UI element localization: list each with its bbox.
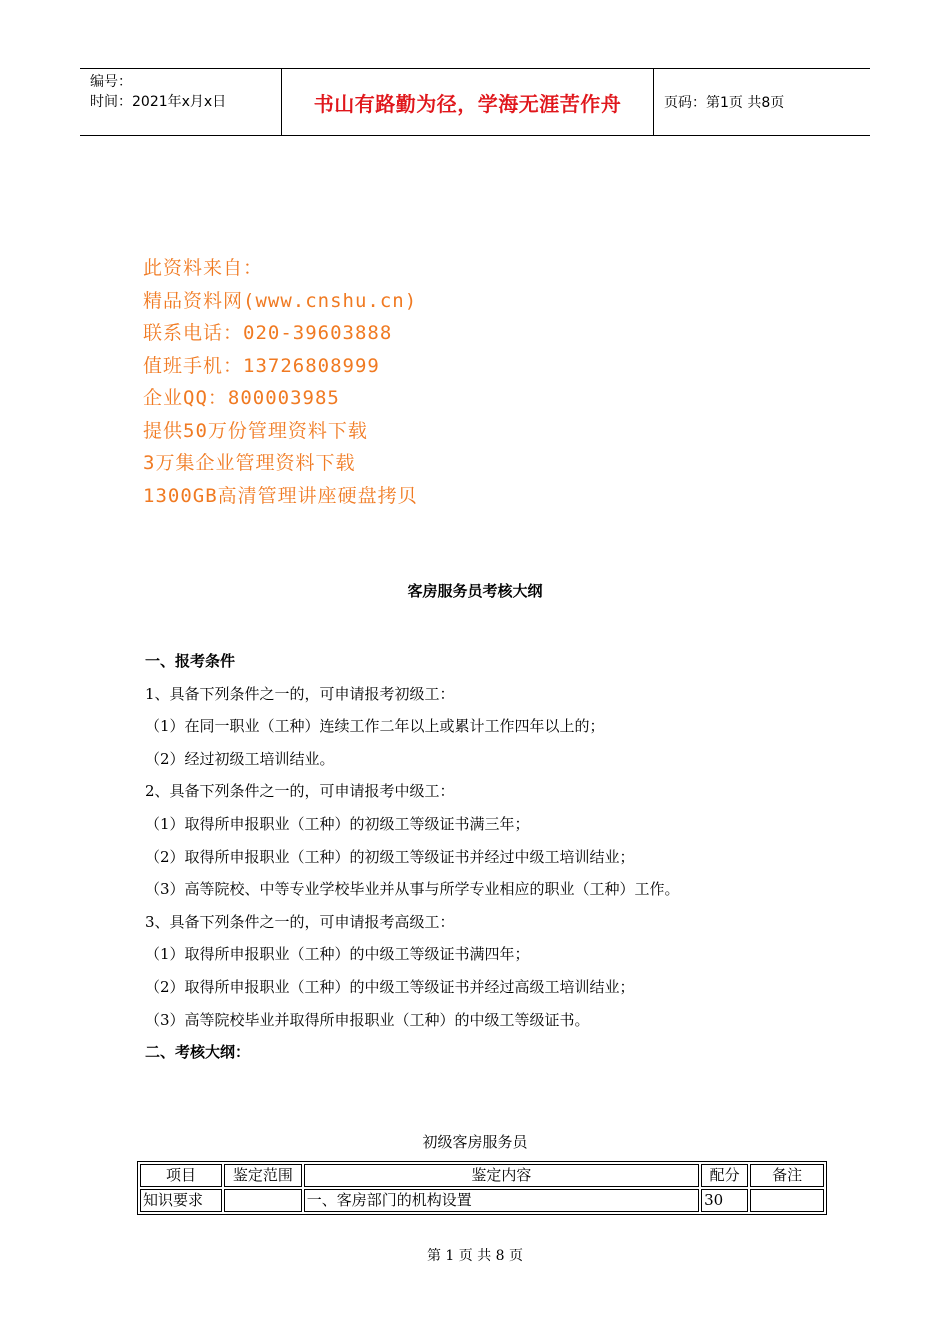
table-cell xyxy=(750,1189,824,1212)
table-cell: 一、客房部门的机构设置 xyxy=(304,1189,699,1212)
source-line: 1300GB高清管理讲座硬盘拷贝 xyxy=(143,484,418,507)
table-header-cell: 配分 xyxy=(701,1164,748,1187)
body-line: （1）在同一职业（工种）连续工作二年以上或累计工作四年以上的； xyxy=(145,717,605,736)
document-body xyxy=(145,645,825,1069)
source-line: 此资料来自： xyxy=(143,257,264,279)
source-line: 提供50万份管理资料下载 xyxy=(143,419,368,442)
table-header-cell: 鉴定范围 xyxy=(224,1164,302,1187)
source-line: 联系电话：020-39603888 xyxy=(143,322,393,344)
motto: 书山有路勤为径，学海无涯苦作舟 xyxy=(282,69,654,135)
body-line: 1、具备下列条件之一的，可申请报考初级工： xyxy=(145,684,455,703)
body-line: （2）取得所申报职业（工种）的中级工等级证书并经过高级工培训结业； xyxy=(145,977,635,996)
table-header-cell: 备注 xyxy=(750,1164,824,1187)
table-row xyxy=(140,1189,824,1212)
section-heading: 一、报考条件 xyxy=(145,652,236,670)
table-header-cell: 项目 xyxy=(140,1164,222,1187)
header-left-cell xyxy=(80,69,282,135)
body-line: 2、具备下列条件之一的，可申请报考中级工： xyxy=(145,782,455,801)
body-line: 3、具备下列条件之一的，可申请报考高级工： xyxy=(145,912,455,931)
body-line: （2）取得所申报职业（工种）的初级工等级证书并经过中级工培训结业； xyxy=(145,847,635,866)
page-footer: 第 1 页 共 8 页 xyxy=(426,1248,524,1264)
source-line: 企业QQ：800003985 xyxy=(143,387,340,409)
page-header xyxy=(80,68,870,136)
body-line: （1）取得所申报职业（工种）的初级工等级证书满三年； xyxy=(145,814,530,833)
table-cell: 知识要求 xyxy=(140,1189,222,1212)
table-header-cell: 鉴定内容 xyxy=(304,1164,699,1187)
page-indicator: 页码：第1页 共8页 xyxy=(664,95,785,111)
source-line: 3万集企业管理资料下载 xyxy=(143,452,356,474)
source-line: 值班手机：13726808999 xyxy=(143,354,380,377)
body-line: （3）高等院校、中等专业学校毕业并从事与所学专业相应的职业（工种）工作。 xyxy=(145,880,680,899)
time-label: 时间：2021年x月x日 xyxy=(90,94,227,110)
table-header-row xyxy=(140,1164,824,1187)
assessment-table xyxy=(137,1161,827,1215)
table-cell xyxy=(224,1189,302,1212)
body-line: （2）经过初级工培训结业。 xyxy=(145,749,335,768)
source-line: 精品资料网(www.cnshu.cn) xyxy=(143,289,418,312)
table-cell: 30 xyxy=(701,1189,748,1212)
source-info-block xyxy=(143,252,418,512)
number-label: 编号： xyxy=(90,74,132,90)
body-line: （3）高等院校毕业并取得所申报职业（工种）的中级工等级证书。 xyxy=(145,1010,590,1029)
table-caption: 初级客房服务员 xyxy=(422,1133,528,1151)
body-line: （1）取得所申报职业（工种）的中级工等级证书满四年； xyxy=(145,945,530,964)
document-title: 客房服务员考核大纲 xyxy=(407,582,543,600)
section-heading: 二、考核大纲： xyxy=(145,1043,251,1062)
